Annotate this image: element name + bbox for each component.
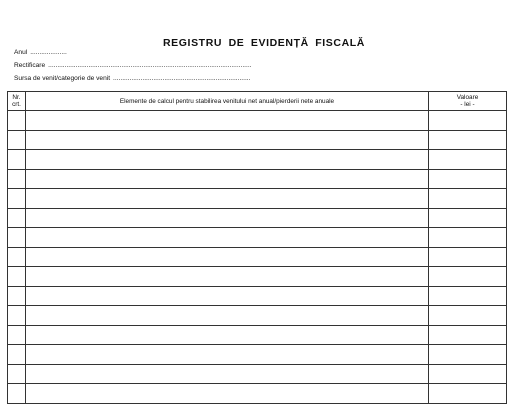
cell-nr: [8, 169, 26, 189]
cell-elemente: [26, 189, 429, 209]
table-row: [8, 189, 507, 209]
table-row: [8, 384, 507, 404]
cell-valoare: [429, 306, 507, 326]
cell-nr: [8, 267, 26, 287]
cell-elemente: [26, 286, 429, 306]
cell-nr: [8, 150, 26, 170]
table-row: [8, 228, 507, 248]
cell-nr: [8, 130, 26, 150]
cell-valoare: [429, 111, 507, 131]
cell-valoare: [429, 247, 507, 267]
cell-nr: [8, 286, 26, 306]
table-row: [8, 364, 507, 384]
field-sursa-venit: [14, 75, 250, 82]
cell-elemente: [26, 111, 429, 131]
cell-elemente: [26, 130, 429, 150]
table-row: [8, 111, 507, 131]
cell-elemente: [26, 267, 429, 287]
cell-elemente: [26, 169, 429, 189]
cell-nr: [8, 364, 26, 384]
cell-elemente: [26, 150, 429, 170]
table-row: [8, 150, 507, 170]
table-row: [8, 306, 507, 326]
header-nr-line2: crt.: [12, 101, 21, 108]
cell-elemente: [26, 306, 429, 326]
cell-valoare: [429, 130, 507, 150]
field-rectificare-label: Rectificare: [14, 62, 46, 69]
cell-elemente: [26, 364, 429, 384]
header-elemente-calcul: Elemente de calcul pentru stabilirea venitului net anual/pierderii nete anuale: [26, 92, 429, 111]
table-row: [8, 208, 507, 228]
cell-valoare: [429, 364, 507, 384]
cell-valoare: [429, 384, 507, 404]
field-rectificare: [14, 62, 252, 69]
cell-nr: [8, 189, 26, 209]
field-anul: [14, 49, 67, 56]
cell-valoare: [429, 189, 507, 209]
cell-elemente: [26, 384, 429, 404]
field-sursa-label: Sursa de venit/categorie de venit: [14, 75, 111, 82]
cell-nr: [8, 111, 26, 131]
register-title: REGISTRU DE EVIDENȚĂ FISCALĂ: [163, 37, 365, 49]
header-nr-crt: [8, 92, 26, 111]
header-valoare-line2: - lei -: [460, 101, 475, 108]
table-row: [8, 267, 507, 287]
cell-valoare: [429, 208, 507, 228]
cell-nr: [8, 345, 26, 365]
field-anul-label: Anul: [14, 49, 28, 56]
cell-elemente: [26, 228, 429, 248]
cell-nr: [8, 228, 26, 248]
register-table: [7, 91, 507, 404]
cell-elemente: [26, 325, 429, 345]
cell-valoare: [429, 325, 507, 345]
cell-elemente: [26, 208, 429, 228]
table-header-row: [8, 92, 507, 111]
cell-nr: [8, 384, 26, 404]
table-row: [8, 247, 507, 267]
cell-valoare: [429, 169, 507, 189]
cell-nr: [8, 247, 26, 267]
table-row: [8, 286, 507, 306]
table-row: [8, 130, 507, 150]
cell-valoare: [429, 150, 507, 170]
cell-valoare: [429, 345, 507, 365]
cell-valoare: [429, 267, 507, 287]
cell-elemente: [26, 345, 429, 365]
table-row: [8, 325, 507, 345]
cell-nr: [8, 306, 26, 326]
header-nr-line1: Nr.: [12, 94, 21, 101]
header-valoare: [429, 92, 507, 111]
cell-valoare: [429, 228, 507, 248]
cell-nr: [8, 325, 26, 345]
table-body: [8, 111, 507, 404]
cell-nr: [8, 208, 26, 228]
cell-elemente: [26, 247, 429, 267]
field-rectificare-dots: ...............................................................................................................: [48, 62, 252, 69]
table-row: [8, 345, 507, 365]
field-anul-dots: ....................: [30, 49, 67, 56]
field-sursa-dots: ...........................................................................: [113, 75, 251, 82]
header-valoare-line1: Valoare: [456, 94, 479, 101]
cell-valoare: [429, 286, 507, 306]
table-row: [8, 169, 507, 189]
